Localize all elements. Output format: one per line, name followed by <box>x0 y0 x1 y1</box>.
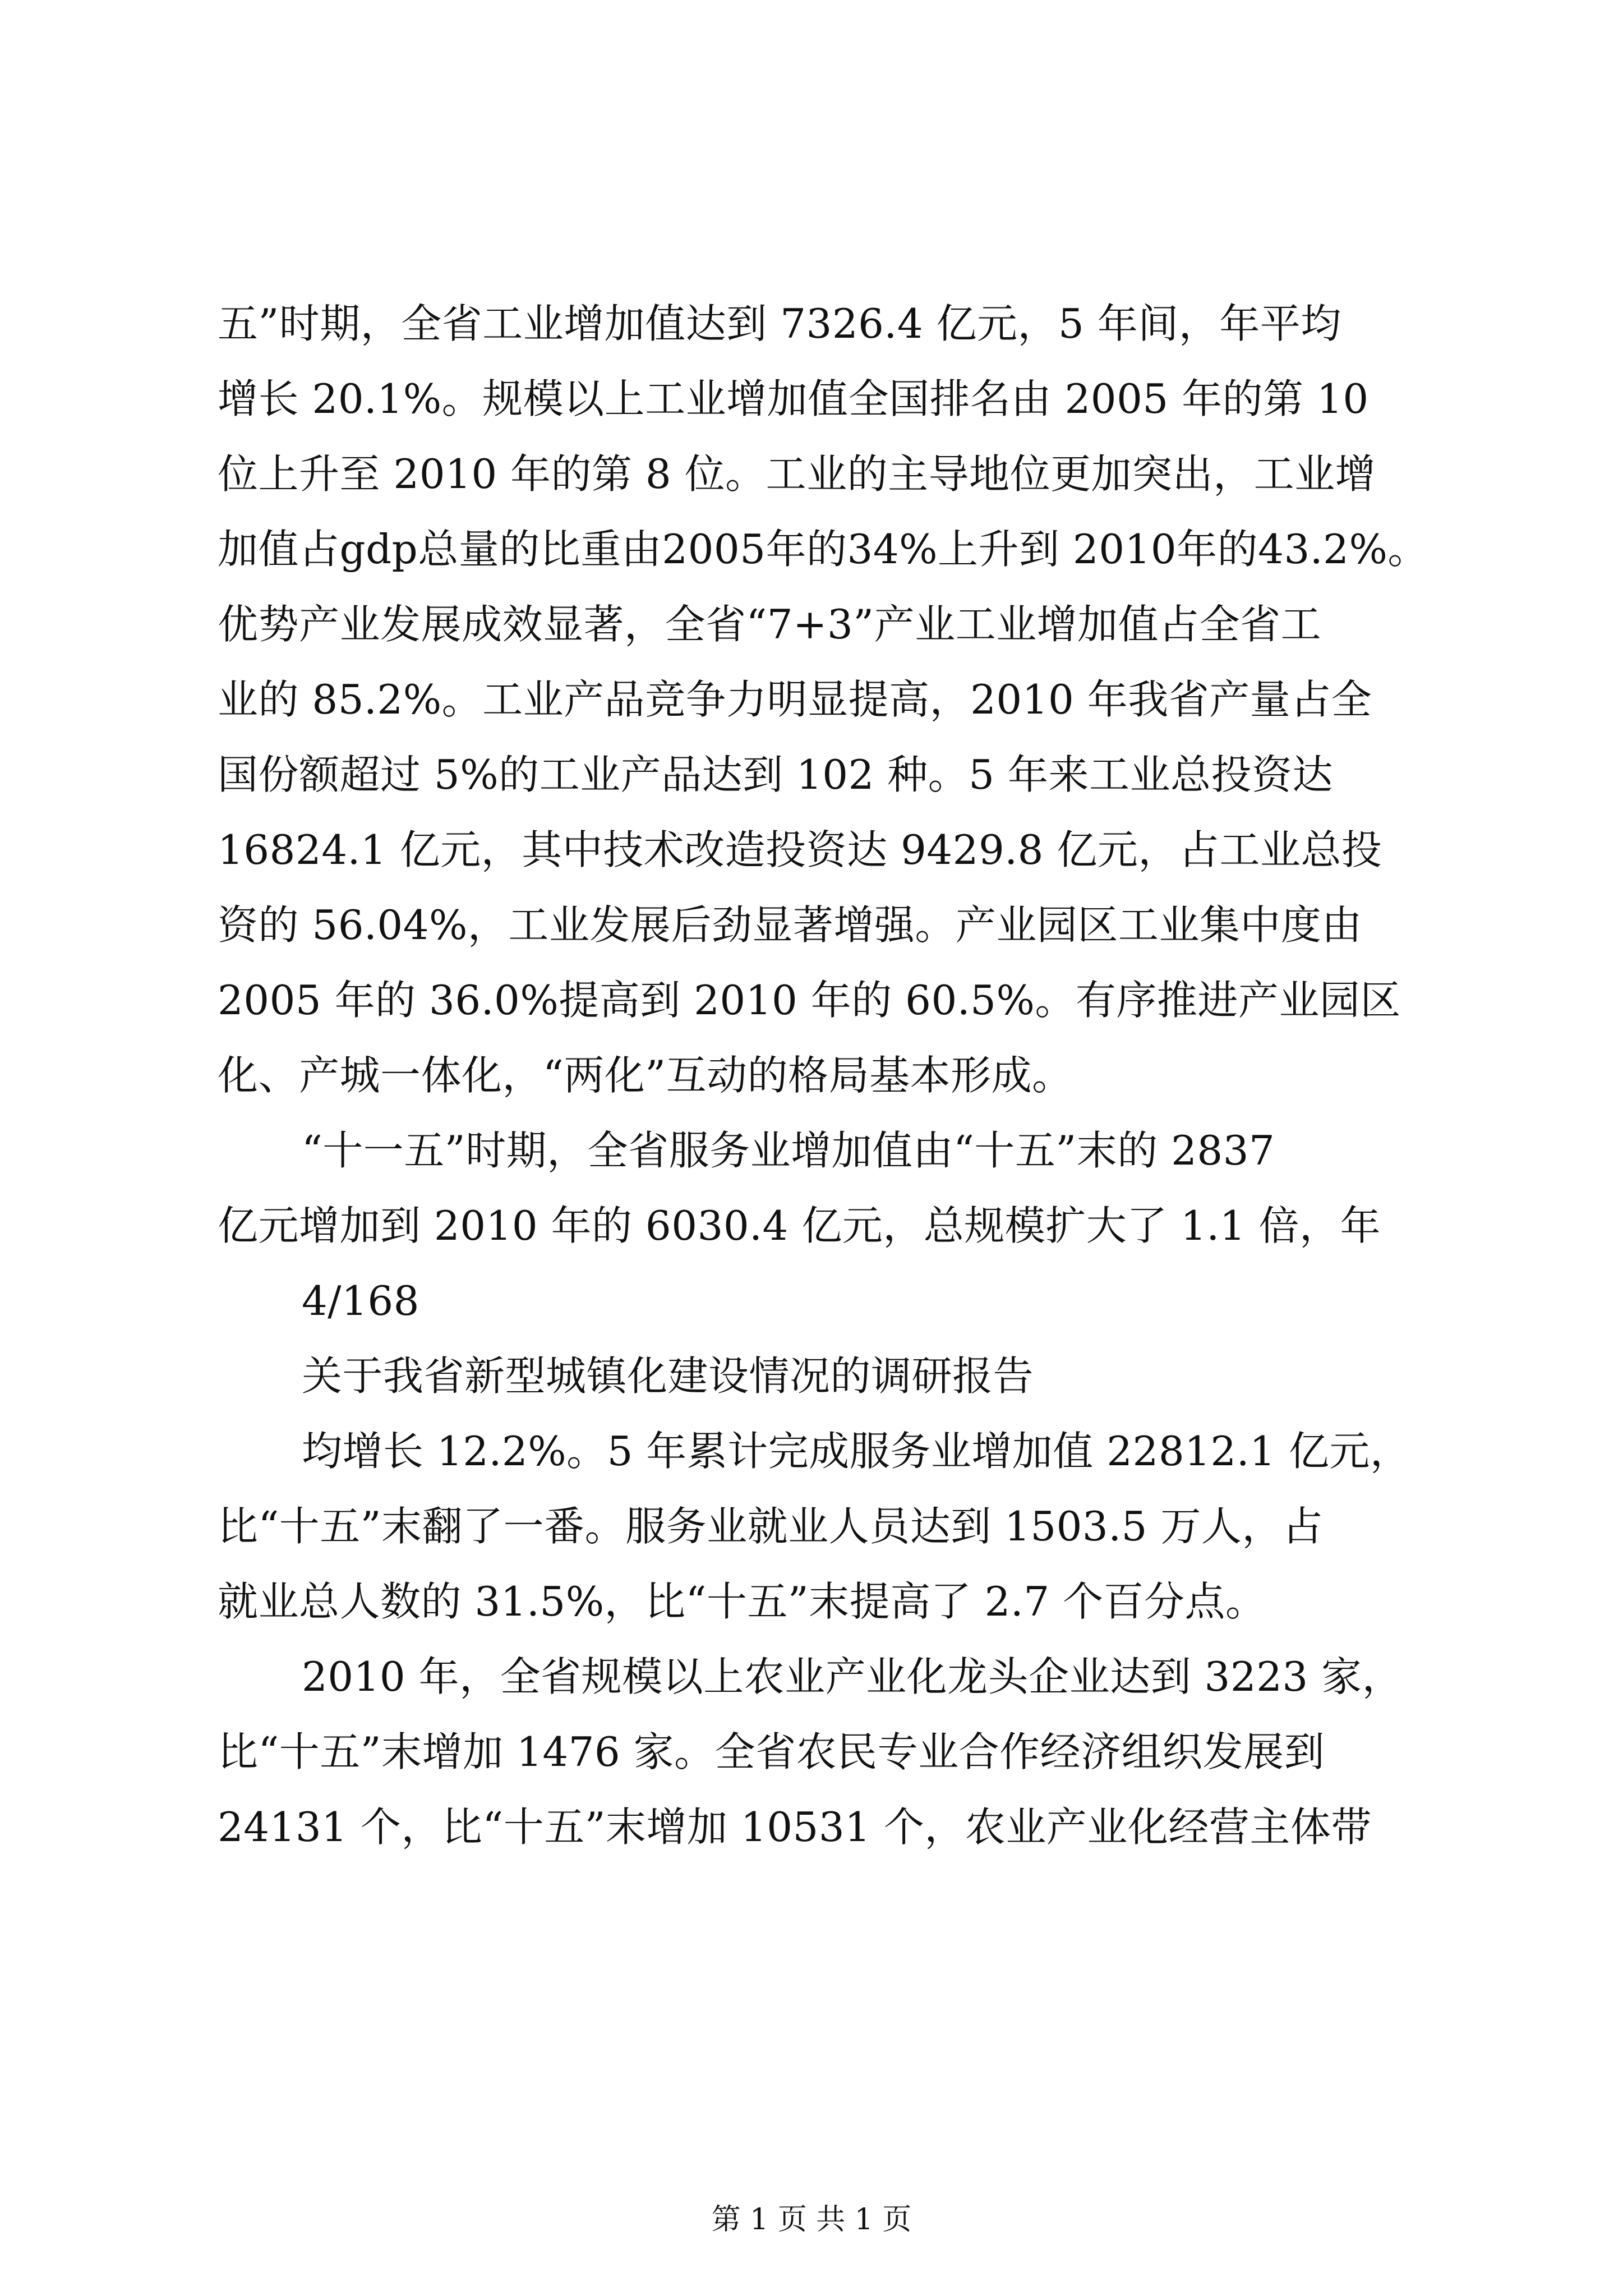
text-line: 亿元增加到 2010 年的 6030.4 亿元，总规模扩大了 1.1 倍，年 <box>218 1202 1381 1249</box>
page-fraction: 4/168 <box>302 1277 419 1324</box>
text-line: 五”时期，全省工业增加值达到 7326.4 亿元，5 年间，年平均 <box>218 300 1341 347</box>
text-line: 优势产业发展成效显著，全省“7+3”产业工业增加值占全省工 <box>218 601 1322 648</box>
text-line: 资的 56.04%，工业发展后劲显著增强。产业园区工业集中度由 <box>218 901 1362 949</box>
text-line: 16824.1 亿元，其中技术改造投资达 9429.8 亿元，占工业总投 <box>218 826 1382 873</box>
text-line: 增长 20.1%。规模以上工业增加值全国排名由 2005 年的第 10 <box>218 375 1369 422</box>
document-body <box>218 286 1474 1865</box>
text-line: 均增长 12.2%。5 年累计完成服务业增加值 22812.1 亿元， <box>302 1428 1411 1475</box>
text-line: 加值占gdp总量的比重由2005年的34%上升到 2010年的43.2%。 <box>218 526 1428 573</box>
text-line: 比“十五”末增加 1476 家。全省农民专业合作经济组织发展到 <box>218 1728 1325 1775</box>
text-line: “十一五”时期，全省服务业增加值由“十五”末的 2837 <box>302 1127 1275 1174</box>
text-line: 就业总人数的 31.5%，比“十五”末提高了 2.7 个百分点。 <box>218 1578 1266 1625</box>
text-line: 化、产城一体化，“两化”互动的格局基本形成。 <box>218 1052 1073 1099</box>
page-footer: 第 1 页 共 1 页 <box>711 2203 912 2237</box>
text-line: 业的 85.2%。工业产品竞争力明显提高，2010 年我省产量占全 <box>218 676 1372 723</box>
text-line: 比“十五”末翻了一番。服务业就业人员达到 1503.5 万人，占 <box>218 1503 1324 1550</box>
text-line: 国份额超过 5%的工业产品达到 102 种。5 年来工业总投资达 <box>218 751 1334 798</box>
text-line: 位上升至 2010 年的第 8 位。工业的主导地位更加突出，工业增 <box>218 450 1376 498</box>
text-line: 2005 年的 36.0%提高到 2010 年的 60.5%。有序推进产业园区 <box>218 977 1401 1024</box>
text-line: 24131 个，比“十五”末增加 10531 个，农业产业化经营主体带 <box>218 1803 1372 1851</box>
report-title: 关于我省新型城镇化建设情况的调研报告 <box>302 1352 1034 1400</box>
text-line: 2010 年，全省规模以上农业产业化龙头企业达到 3223 家， <box>302 1653 1403 1700</box>
